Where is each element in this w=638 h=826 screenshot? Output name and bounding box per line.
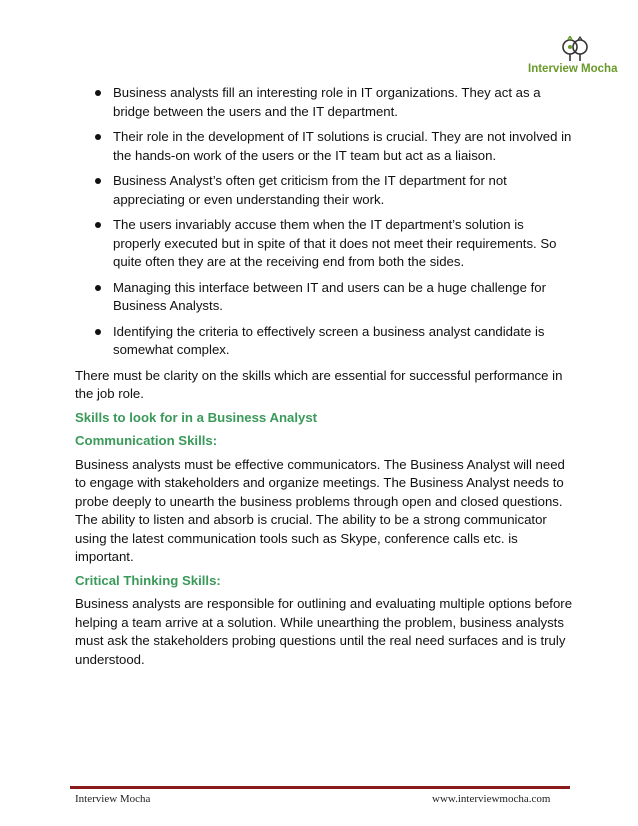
communication-paragraph: Business analysts must be effective communicators. The Business Analyst will need to engage with stakeholders and organize meetings. The Business Analyst needs to probe deeply to unearth the business problems through open and closed questions. The ability to listen and absorb is crucial. The ability to be a strong communicator using the latest communication tools such as Skype, conference calls etc. is important. [75, 456, 565, 564]
list-item-text: Their role in the development of IT solutions is crucial. They are not involved in the hands-on work of the users or the IT team but act as a liaison. [113, 129, 572, 163]
list-item [75, 279, 575, 316]
bullet-icon [95, 222, 101, 228]
list-item [75, 216, 575, 272]
bullet-icon [95, 285, 101, 291]
list-item-text: The users invariably accuse them when the IT department’s solution is properly executed but in spite of that it does not meet their requirements. So quite often they are at the receiving end from both the sides. [113, 217, 557, 269]
list-item [75, 172, 575, 209]
list-item-text: Business analysts fill an interesting role in IT organizations. They act as a bridge between the users and the IT department. [113, 85, 541, 119]
document-body [75, 84, 575, 674]
list-item [75, 84, 575, 121]
footer-website: www.interviewmocha.com [432, 793, 551, 805]
bullet-icon [95, 329, 101, 335]
communication-heading: Communication Skills: [75, 433, 218, 448]
section-heading: Skills to look for in a Business Analyst [75, 409, 318, 425]
list-item-text: Identifying the criteria to effectively screen a business analyst candidate is somewhat complex. [113, 323, 545, 357]
bullet-list [75, 84, 575, 360]
critical-thinking-heading: Critical Thinking Skills: [75, 572, 221, 588]
list-item [75, 323, 575, 360]
bullet-icon [95, 90, 101, 96]
bullet-icon [95, 134, 101, 140]
logo-text: Interview Mocha [528, 63, 618, 75]
intro-paragraph: There must be clarity on the skills which are essential for successful performance in the job role. [75, 367, 563, 401]
list-item-text: Managing this interface between IT and users can be a huge challenge for Business Analysts. [113, 279, 547, 313]
footer-company: Interview Mocha [75, 793, 151, 805]
footer-divider [70, 786, 570, 789]
bullet-icon [95, 178, 101, 184]
interview-mocha-logo-icon [560, 36, 590, 62]
list-item-text: Business Analyst’s often get criticism from the IT department for not appreciating or even understanding their work. [113, 173, 507, 207]
critical-thinking-paragraph: Business analysts are responsible for outlining and evaluating multiple options before helping a team arrive at a solution. While unearthing the problem, business analysts must ask the stakeholders probing questions until the real need surfaces and is truly understood. [75, 596, 573, 667]
interview-mocha-logo [528, 36, 628, 78]
list-item [75, 128, 575, 165]
